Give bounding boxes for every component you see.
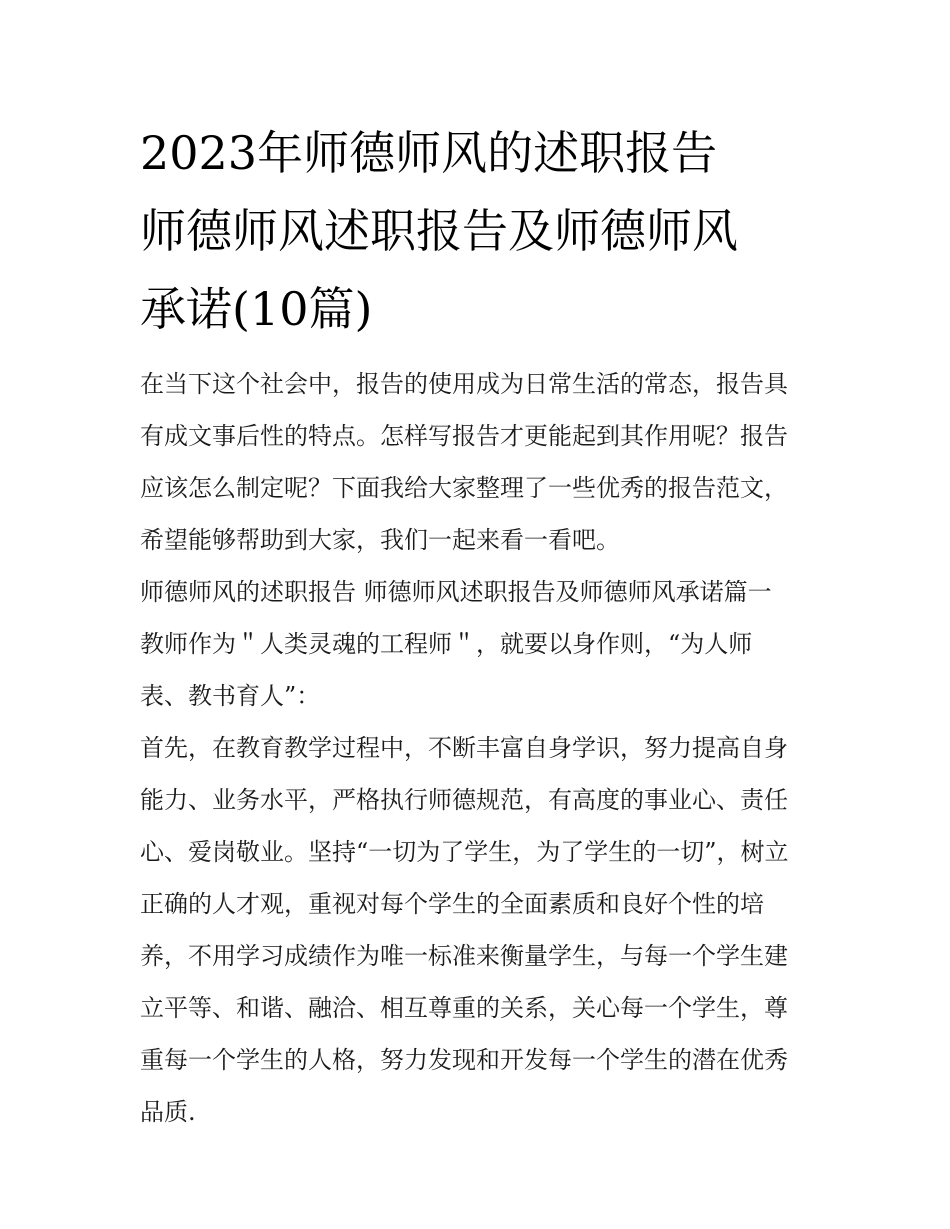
document-body (140, 358, 830, 1138)
section-heading-line: 师德师风的述职报告 师德师风述职报告及师德师风承诺篇一 (140, 578, 772, 606)
title-line-3: 承诺(10篇) (140, 282, 373, 336)
paragraph-3-line: 正确的人才观，重视对每个学生的全面素质和良好个性的培 (140, 890, 764, 918)
paragraph-3 (140, 722, 830, 1138)
paragraph-2-line: 表、教书育人”： (140, 682, 321, 710)
paragraph-3-line: 立平等、和谐、融洽、相互尊重的关系，关心每一个学生，尊 (140, 994, 788, 1022)
section-heading (140, 566, 830, 618)
paragraph-2-line: 教师作为＂人类灵魂的工程师＂，就要以身作则，“为人师 (140, 630, 753, 658)
title-line-2: 师德师风述职报告及师德师风 (140, 204, 738, 258)
document-title (140, 114, 830, 348)
paragraph-3-line: 首先，在教育教学过程中，不断丰富自身学识，努力提高自身 (140, 734, 788, 762)
title-line-1: 2023年师德师风的述职报告 (140, 126, 718, 180)
paragraph-3-line: 重每一个学生的人格，努力发现和开发每一个学生的潜在优秀 (140, 1046, 788, 1074)
intro-line: 在当下这个社会中，报告的使用成为日常生活的常态，报告具 (140, 370, 788, 398)
paragraph-2 (140, 618, 830, 722)
paragraph-3-line: 心、爱岗敬业。坚持“一切为了学生，为了学生的一切”，树立 (140, 838, 789, 866)
paragraph-3-line: 能力、业务水平，严格执行师德规范，有高度的事业心、责任 (140, 786, 788, 814)
intro-line: 有成文事后性的特点。怎样写报告才更能起到其作用呢？报告 (140, 422, 788, 450)
intro-line: 希望能够帮助到大家，我们一起来看一看吧。 (140, 526, 620, 554)
paragraph-3-line: 品质. (140, 1098, 196, 1126)
intro-line: 应该怎么制定呢？下面我给大家整理了一些优秀的报告范文， (140, 474, 788, 502)
intro-paragraph (140, 358, 830, 566)
paragraph-3-line: 养，不用学习成绩作为唯一标准来衡量学生，与每一个学生建 (140, 942, 788, 970)
